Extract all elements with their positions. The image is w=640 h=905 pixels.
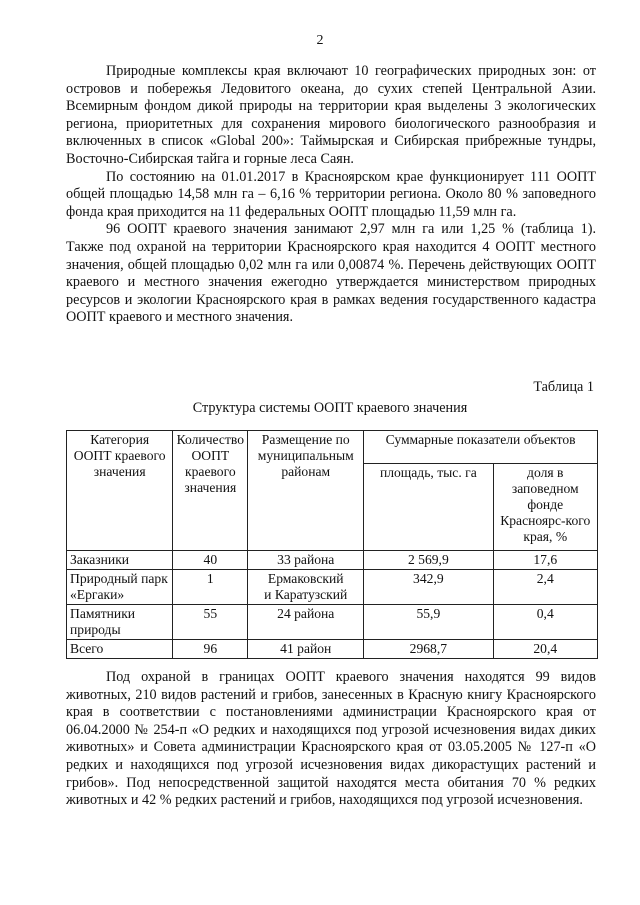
table-row [67, 551, 598, 570]
paragraph-protected-species: Под охраной в границах ООПТ краевого значения находятся 99 видов животных, 210 видов растений и грибов, занесенных в Красную книгу Красноярского края в соответствии с постановлениями администрации Красноярского края от 06.04.2000 № 254-п «О редких и находящихся под угрозой исчезновения видах диких животных» и Совета администрации Красноярского края от 03.05.2005 № 127-п «О редких и находящихся под угрозой исчезновения видах дикорастущих растений и грибов». Под непосредственной защитой находятся места обитания 70 % редких животных и 42 % редких растений и грибов, находящихся под угрозой исчезновения. [66, 669, 596, 809]
cell-placement: 41 район [248, 640, 364, 659]
cell-share: 17,6 [493, 551, 598, 570]
cell-count: 96 [173, 640, 248, 659]
cell-share: 20,4 [493, 640, 598, 659]
header-area: площадь, тыс. га [364, 464, 493, 551]
table-row-total [67, 640, 598, 659]
table-title: Структура системы ООПТ краевого значения [192, 400, 468, 416]
cell-category: Памятники природы [67, 605, 173, 640]
cell-count: 1 [173, 570, 248, 605]
cell-count: 40 [173, 551, 248, 570]
cell-area: 342,9 [364, 570, 493, 605]
header-placement: Размещение по муниципальным районам [248, 431, 364, 551]
header-category: Категория ООПТ краевого значения [67, 431, 173, 551]
protected-species-text-block [66, 669, 596, 810]
table-row [67, 570, 598, 605]
header-share: доля в заповедном фонде Красноярс-кого края, % [493, 464, 598, 551]
cell-category: Всего [67, 640, 173, 659]
cell-placement: 33 района [248, 551, 364, 570]
cell-placement: 24 района [248, 605, 364, 640]
cell-category: Заказники [67, 551, 173, 570]
cell-placement: Ермаковский и Каратузский [248, 570, 364, 605]
cell-category: Природный парк «Ергаки» [67, 570, 173, 605]
ootp-structure-table [66, 430, 598, 659]
paragraph-ootp-count: По состоянию на 01.01.2017 в Красноярском крае функционирует 111 ООПТ общей площадью 14,58 млн га – 6,16 % территории региона. Около 80 % заповедного фонда края приходится на 11 федеральных ООПТ площадью 11,59 млн га. [66, 168, 596, 220]
table-row [67, 605, 598, 640]
header-summary: Суммарные показатели объектов [364, 431, 598, 464]
header-count: Количество ООПТ краевого значения [173, 431, 248, 551]
table-label: Таблица 1 [533, 379, 594, 395]
cell-share: 2,4 [493, 570, 598, 605]
paragraph-regional-ootp: 96 ООПТ краевого значения занимают 2,97 млн га или 1,25 % (таблица 1). Также под охраной на территории Красноярского края находится 4 ООПТ местного значения, общей площадью 0,02 млн га или 0,00874 %. Перечень действующих ООПТ краевого и местного значения ежегодно утверждается министерством природных ресурсов и экологии Красноярского края в рамках ведения государственного кадастра ООПТ краевого и местного значения. [66, 221, 596, 326]
cell-count: 55 [173, 605, 248, 640]
paragraph-natural-complexes: Природные комплексы края включают 10 географических природных зон: от островов и побережья Ледовитого океана, до сухих степей Центральной Азии. Всемирным фондом дикой природы на территории края выделены 3 экологических региона, приоритетных для сохранения мирового биологического разнообразия и включенных в список «Global 200»: Таймырская и Сибирская прибрежные тундры, Восточно-Сибирская тайга и горные леса Саян. [66, 63, 596, 167]
page-number: 2 [316, 33, 324, 48]
cell-area: 55,9 [364, 605, 493, 640]
cell-area: 2 569,9 [364, 551, 493, 570]
cell-area: 2968,7 [364, 640, 493, 659]
intro-text-block [66, 63, 596, 327]
cell-share: 0,4 [493, 605, 598, 640]
